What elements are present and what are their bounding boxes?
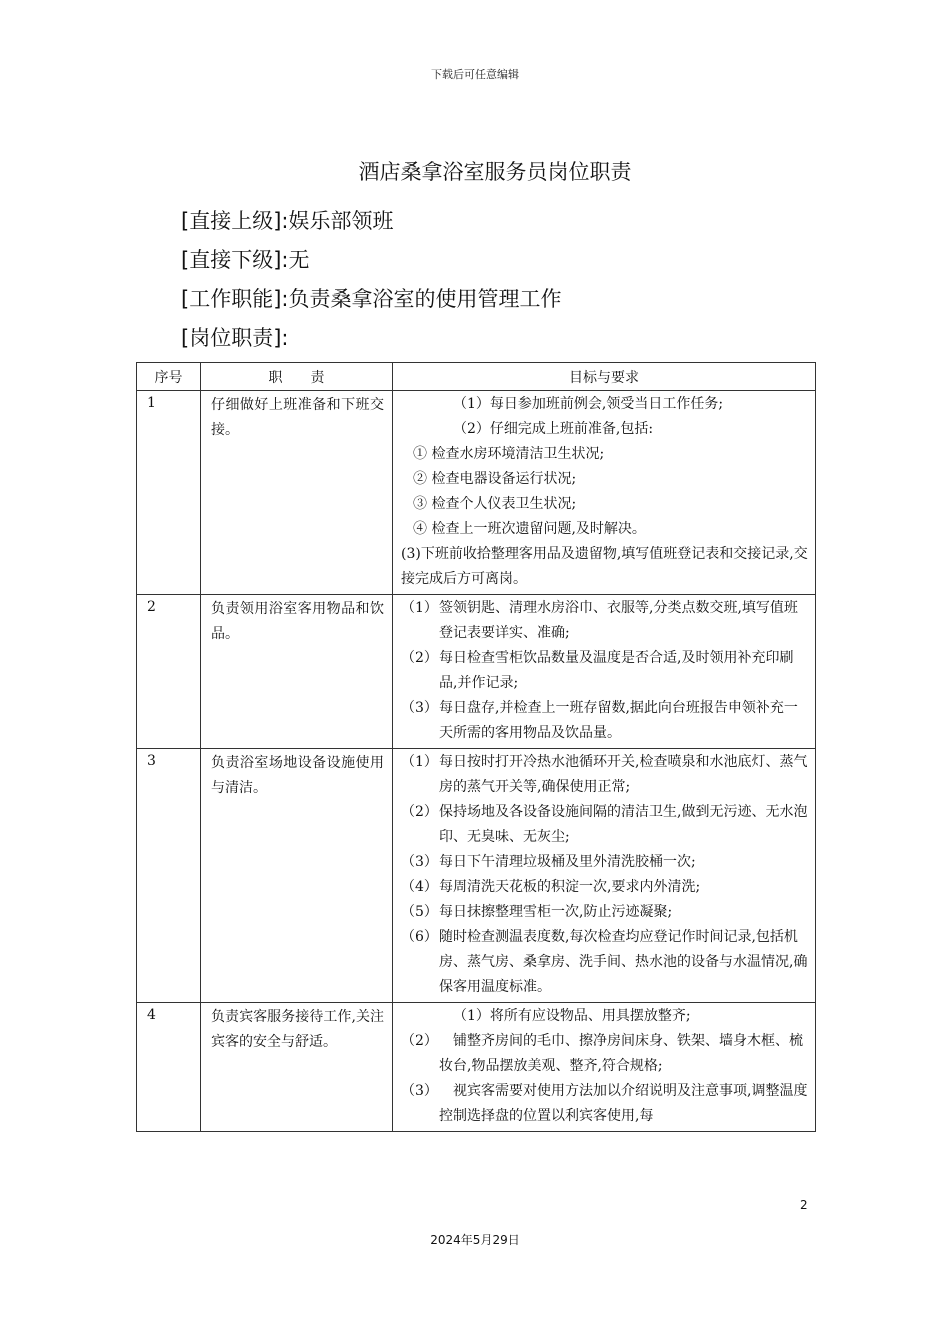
requirement-item — [401, 900, 809, 925]
page-number: 2 — [800, 1198, 808, 1212]
requirement-item — [401, 517, 809, 542]
item-text: 签领钥匙、清理水房浴巾、衣服等,分类点数交班,填写值班登记表要详实、准确; — [439, 600, 798, 641]
requirement-item — [401, 1079, 809, 1129]
requirement-item — [401, 800, 809, 850]
table-row — [137, 595, 816, 749]
footer-date: 2024年5月29日 — [430, 1233, 520, 1247]
duty-cell: 负责宾客服务接待工作,关注宾客的安全与舒适。 — [201, 1003, 393, 1132]
row-number: 1 — [137, 391, 201, 595]
requirement-item — [401, 542, 809, 592]
item-marker: （2） — [401, 650, 438, 666]
document-title: 酒店桑拿浴室服务员岗位职责 — [358, 160, 632, 184]
row-number: 4 — [137, 1003, 201, 1132]
requirements-cell — [393, 1003, 816, 1132]
item-marker: （1） — [453, 396, 490, 412]
requirement-item — [401, 392, 809, 417]
duty-cell: 负责浴室场地设备设施使用与清洁。 — [201, 749, 393, 1003]
item-text: 每日下午清理垃圾桶及里外清洗胶桶一次; — [439, 854, 696, 870]
item-marker: （3） — [401, 854, 438, 870]
requirements-cell — [393, 749, 816, 1003]
requirement-item — [401, 492, 809, 517]
item-text: 将所有应设物品、用具摆放整齐; — [489, 1008, 691, 1024]
requirement-item — [401, 442, 809, 467]
item-marker: （6） — [401, 929, 438, 945]
table-header-row — [137, 363, 816, 391]
row-number: 3 — [137, 749, 201, 1003]
requirement-item — [401, 1004, 809, 1029]
item-text: ③ 检查个人仪表卫生状况; — [413, 496, 577, 512]
requirement-item — [401, 467, 809, 492]
meta-duties-heading: [岗位职责]: — [181, 326, 289, 350]
requirement-item — [401, 875, 809, 900]
item-marker: （1） — [401, 600, 438, 616]
meta-work-function: [工作职能]:负责桑拿浴室的使用管理工作 — [181, 287, 562, 311]
item-text: ④ 检查上一班次遗留问题,及时解决。 — [413, 521, 646, 537]
item-text: 铺整齐房间的毛巾、擦净房间床身、铁架、墙身木框、梳妆台,物品摆放美观、整齐,符合规格; — [439, 1033, 803, 1074]
header-no: 序号 — [137, 363, 201, 391]
item-text: (3)下班前收拾整理客用品及遗留物,填写值班登记表和交接记录,交接完成后方可离岗。 — [401, 546, 808, 587]
item-text: 每日盘存,并检查上一班存留数,据此向台班报告申领补充一天所需的客用物品及饮品量。 — [439, 700, 798, 741]
item-text: 每日参加班前例会,领受当日工作任务; — [489, 396, 724, 412]
header-note: 下载后可任意编辑 — [431, 68, 519, 81]
requirement-item — [401, 750, 809, 800]
duty-cell: 负责领用浴室客用物品和饮品。 — [201, 595, 393, 749]
duties-table — [136, 362, 816, 1132]
item-text: ① 检查水房环境清洁卫生状况; — [413, 446, 605, 462]
item-marker: （1） — [453, 1008, 490, 1024]
header-requirements: 目标与要求 — [393, 363, 816, 391]
table-row — [137, 391, 816, 595]
requirement-item — [401, 596, 809, 646]
meta-direct-superior: [直接上级]:娱乐部领班 — [181, 209, 394, 233]
item-text: 每日检查雪柜饮品数量及温度是否合适,及时领用补充印刷品,并作记录; — [439, 650, 794, 691]
item-marker: （3） — [401, 1083, 438, 1099]
item-marker: （3） — [401, 700, 438, 716]
item-text: 仔细完成上班前准备,包括: — [489, 421, 654, 437]
requirement-item — [401, 925, 809, 1000]
requirements-cell — [393, 391, 816, 595]
requirement-item — [401, 1029, 809, 1079]
item-text: 随时检查测温表度数,每次检查均应登记作时间记录,包括机房、蒸气房、桑拿房、洗手间、热水池的设备与水温情况,确保客用温度标准。 — [439, 929, 808, 995]
item-marker: （2） — [401, 804, 438, 820]
item-text: 每日抹擦整理雪柜一次,防止污迹凝聚; — [439, 904, 673, 920]
item-marker: （1） — [401, 754, 438, 770]
item-text: 每周清洗天花板的积淀一次,要求内外清洗; — [439, 879, 701, 895]
table-row — [137, 1003, 816, 1132]
item-text: 每日按时打开冷热水池循环开关,检查喷泉和水池底灯、蒸气房的蒸气开关等,确保使用正常; — [439, 754, 808, 795]
header-duty: 职 责 — [201, 363, 393, 391]
requirement-item — [401, 417, 809, 442]
item-marker: （5） — [401, 904, 438, 920]
table-body — [137, 391, 816, 1132]
table-row — [137, 749, 816, 1003]
requirement-item — [401, 850, 809, 875]
item-text: ② 检查电器设备运行状况; — [413, 471, 577, 487]
item-marker: （2） — [453, 421, 490, 437]
item-text: 保持场地及各设备设施间隔的清洁卫生,做到无污迹、无水泡印、无臭味、无灰尘; — [439, 804, 808, 845]
item-marker: （4） — [401, 879, 438, 895]
requirement-item — [401, 696, 809, 746]
requirements-cell — [393, 595, 816, 749]
requirement-item — [401, 646, 809, 696]
item-marker: （2） — [401, 1033, 438, 1049]
duty-cell: 仔细做好上班准备和下班交接。 — [201, 391, 393, 595]
meta-direct-subordinate: [直接下级]:无 — [181, 248, 310, 272]
row-number: 2 — [137, 595, 201, 749]
item-text: 视宾客需要对使用方法加以介绍说明及注意事项,调整温度控制选择盘的位置以利宾客使用,每 — [439, 1083, 808, 1124]
